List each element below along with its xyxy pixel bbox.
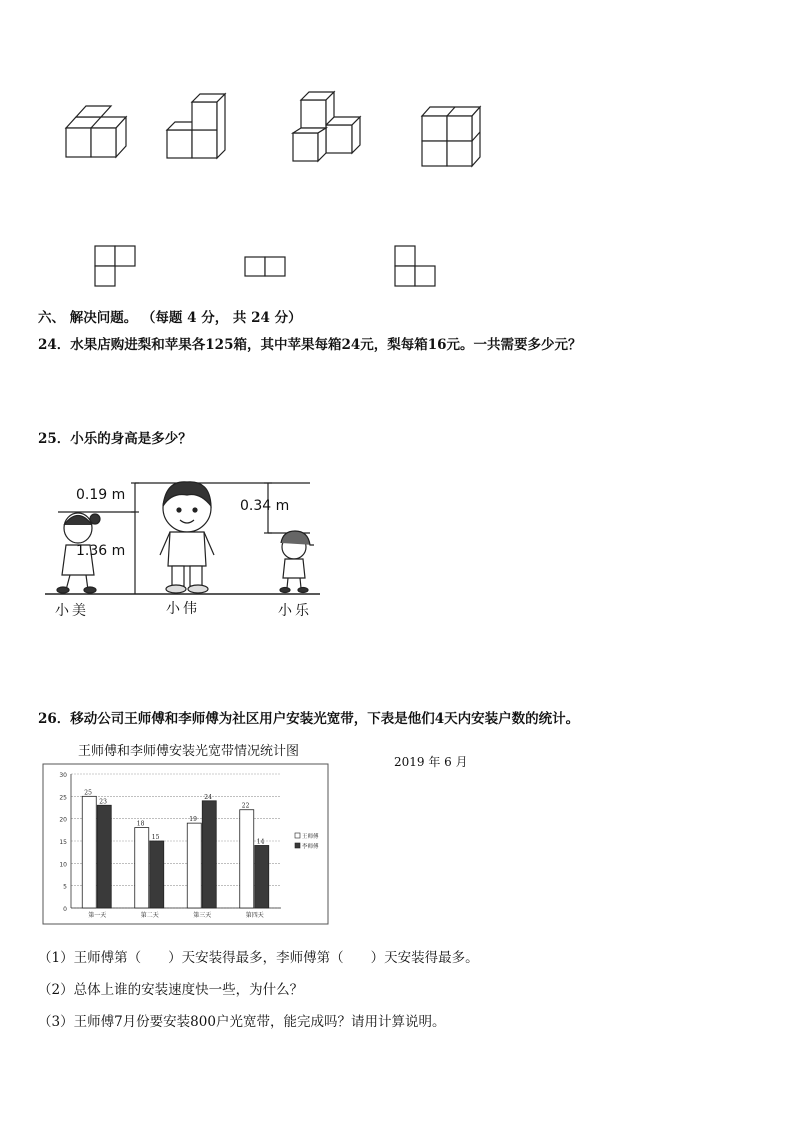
question-26-2: （2）总体上谁的安装速度快一些，为什么？ <box>38 982 304 998</box>
chart-title: 王师傅和李师傅安装光宽带情况统计图 <box>78 744 300 759</box>
bar <box>82 796 96 908</box>
name-xiaomei: 小美 <box>55 603 89 619</box>
bar-value-label: 18 <box>136 820 145 828</box>
y-tick-label: 15 <box>59 839 67 846</box>
bar-value-label: 22 <box>241 802 250 810</box>
legend-label: 李师傅 <box>302 844 319 850</box>
x-tick-label: 第三天 <box>193 912 212 919</box>
legend-label: 王师傅 <box>302 834 319 840</box>
y-tick-label: 25 <box>59 794 67 802</box>
bar <box>240 810 254 908</box>
name-xiaowei: 小伟 <box>166 601 200 617</box>
x-tick-label: 第四天 <box>245 912 264 919</box>
x-tick-label: 第一天 <box>88 912 107 919</box>
section-heading: 六、 解决问题。 （每题 4 分， 共 24 分） <box>38 310 302 326</box>
bar-chart <box>43 764 333 926</box>
question-26: 26．移动公司王师傅和李师傅为社区用户安装光宽带，下表是他们4天内安装户数的统计。 <box>38 711 580 727</box>
bar <box>187 823 201 908</box>
bar-value-label: 19 <box>189 816 197 824</box>
question-25: 25．小乐的身高是多少？ <box>38 431 192 447</box>
bar <box>202 801 216 908</box>
bar <box>135 828 149 908</box>
y-tick-label: 20 <box>59 816 67 824</box>
label-1.36m: 1.36 m <box>76 543 126 559</box>
y-tick-label: 5 <box>63 883 67 891</box>
label-0.34m: 0.34 m <box>240 498 290 514</box>
y-tick-label: 0 <box>63 906 67 913</box>
small-boy-figure <box>280 531 314 593</box>
question-26-1: （1）王师傅第（ ）天安装得最多，李师傅第（ ）天安装得最多。 <box>38 950 479 966</box>
bar-value-label: 24 <box>204 793 212 801</box>
legend-swatch <box>295 833 300 838</box>
label-0.19m: 0.19 m <box>76 487 126 503</box>
boy-figure <box>160 482 214 593</box>
name-xiaole: 小乐 <box>278 603 312 619</box>
y-tick-label: 30 <box>59 772 67 779</box>
bar <box>255 845 269 908</box>
legend-swatch <box>295 843 300 848</box>
question-26-3: （3）王师傅7月份要安装800户光宽带，能完成吗？请用计算说明。 <box>38 1014 446 1030</box>
x-tick-label: 第二天 <box>140 912 159 919</box>
chart-date: 2019 年 6 月 <box>394 755 468 769</box>
y-tick-label: 10 <box>59 861 67 869</box>
bar-value-label: 23 <box>99 798 107 806</box>
bar-value-label: 14 <box>256 838 265 846</box>
bar-value-label: 15 <box>151 834 160 841</box>
question-24: 24．水果店购进梨和苹果各125箱，其中苹果每箱24元，梨每箱16元。一共需要多少元？ <box>38 337 582 353</box>
bar <box>97 805 111 908</box>
bar <box>150 841 164 908</box>
bar-value-label: 25 <box>84 789 92 797</box>
